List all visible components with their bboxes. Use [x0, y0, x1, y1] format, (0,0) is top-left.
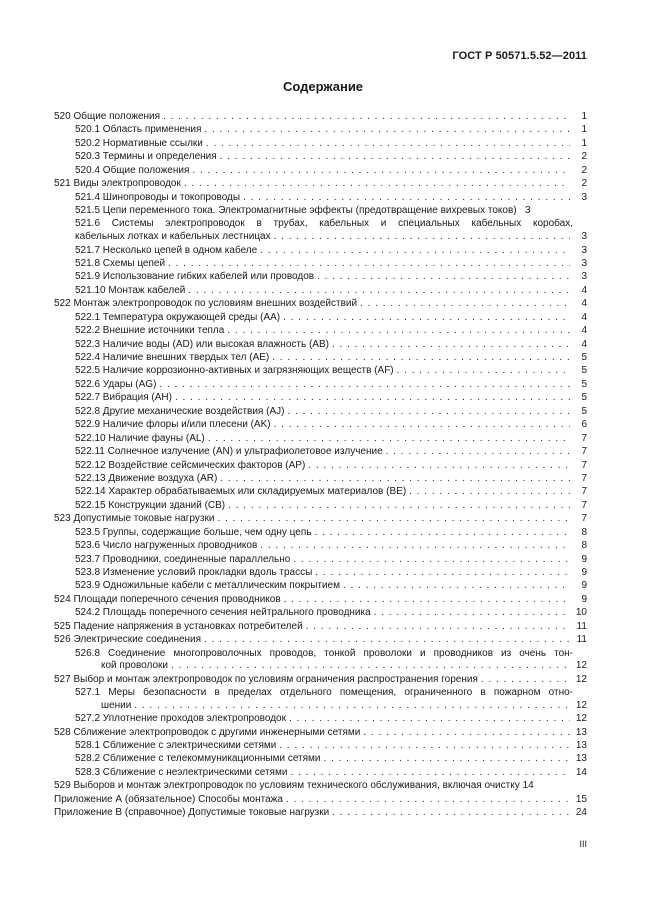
- toc-entry[interactable]: [54, 526, 587, 539]
- toc-entry-page: 6: [581, 419, 587, 431]
- toc-entry[interactable]: [54, 445, 587, 458]
- toc-entry-title: 522.6 Удары (AG): [75, 378, 157, 390]
- toc-entry[interactable]: [54, 512, 587, 525]
- toc-entry-title: 522.15 Конструкции зданий (CB): [75, 499, 226, 511]
- toc-entry[interactable]: [54, 579, 587, 592]
- dot-leader: [363, 726, 570, 739]
- toc-entry-title: 520.4 Общие положения: [75, 164, 190, 176]
- toc-entry-title: кабельных лотках и кабельных лестницах: [75, 230, 271, 242]
- toc-entry-title: 523 Допустимые токовые нагрузки: [54, 513, 215, 525]
- toc-entry[interactable]: [54, 231, 587, 244]
- dot-leader: [192, 164, 570, 177]
- dot-leader: [374, 606, 570, 619]
- toc-entry[interactable]: [54, 137, 587, 150]
- toc-entry-page: 14: [522, 780, 534, 792]
- dot-leader: [274, 231, 570, 244]
- toc-entry-title: 521.4 Шинопроводы и токопроводы: [75, 191, 241, 203]
- toc-entry[interactable]: [54, 620, 587, 633]
- dot-leader: [168, 257, 570, 270]
- toc-entry-title: 520.3 Термины и определения: [75, 151, 217, 163]
- dot-leader: [134, 700, 570, 713]
- toc-entry-page: 5: [581, 405, 587, 417]
- toc-entry-page: 7: [581, 459, 587, 471]
- toc-entry-title: 522.12 Воздействие сейсмических факторов (AP): [75, 459, 306, 471]
- toc-entry-page: 13: [575, 726, 587, 738]
- toc-entry[interactable]: [54, 311, 587, 324]
- toc-entry-page: 13: [575, 740, 587, 752]
- dot-leader: [290, 766, 570, 779]
- dot-leader: [175, 391, 570, 404]
- toc-entry[interactable]: [54, 324, 587, 337]
- toc-entry-title: 526.8 Соединение многопроволочных проводов, тонкой проволоки и проводников из очень тон-: [75, 647, 573, 659]
- toc-entry[interactable]: [54, 270, 587, 283]
- toc-entry-page: 7: [581, 486, 587, 498]
- dot-leader: [260, 539, 570, 552]
- toc-entry-page: 7: [581, 499, 587, 511]
- toc-entry[interactable]: [54, 779, 587, 792]
- toc-entry[interactable]: [54, 633, 587, 646]
- dot-leader: [481, 673, 570, 686]
- toc-entry-title: 522.1 Температура окружающей среды (AA): [75, 311, 281, 323]
- dot-leader: [315, 566, 570, 579]
- table-of-contents: [54, 110, 587, 820]
- toc-entry-title: 528 Сближение электропроводок с другими инженерными сетями: [54, 726, 361, 738]
- toc-entry[interactable]: [54, 726, 587, 739]
- toc-entry[interactable]: [54, 566, 587, 579]
- toc-entry[interactable]: [54, 806, 587, 819]
- page-title: Содержание: [282, 79, 364, 94]
- toc-entry-title: 528.2 Сближение с телекоммуникационными сетями: [75, 753, 321, 765]
- toc-entry-title: 521.9 Использование гибких кабелей или проводов: [75, 271, 315, 283]
- dot-leader: [217, 512, 570, 525]
- toc-entry-page: 2: [581, 151, 587, 163]
- toc-entry-page: 11: [576, 620, 587, 632]
- toc-entry[interactable]: [54, 218, 587, 231]
- dot-leader: [289, 712, 570, 725]
- page-number: III: [579, 839, 587, 849]
- toc-entry-page: 2: [581, 178, 587, 190]
- toc-entry[interactable]: [54, 284, 587, 297]
- toc-entry[interactable]: [54, 338, 587, 351]
- dot-leader: [220, 150, 570, 163]
- toc-entry-page: 5: [581, 365, 587, 377]
- dot-leader: [163, 110, 570, 123]
- dot-leader: [204, 633, 570, 646]
- toc-entry-page: 13: [575, 753, 587, 765]
- toc-entry-page: 9: [581, 567, 587, 579]
- toc-entry[interactable]: [54, 485, 587, 498]
- toc-entry-title: 523.9 Одножильные кабели с металлическим покрытием: [75, 580, 340, 592]
- toc-entry[interactable]: [54, 378, 587, 391]
- toc-entry-title: 522 Монтаж электропроводок по условиям внешних воздействий: [54, 298, 358, 310]
- toc-entry-title: 522.2 Внешние источники тепла: [75, 325, 225, 337]
- toc-entry-page: 7: [581, 513, 587, 525]
- toc-entry[interactable]: [54, 391, 587, 404]
- toc-entry[interactable]: [54, 606, 587, 619]
- dot-leader: [286, 793, 570, 806]
- toc-entry[interactable]: [54, 700, 587, 713]
- toc-entry-title: 523.8 Изменение условий прокладки вдоль трассы: [75, 567, 313, 579]
- dot-leader: [220, 472, 570, 485]
- toc-entry-title: Приложение В (справочное) Допустимые токовые нагрузки: [54, 807, 330, 819]
- toc-entry[interactable]: [54, 539, 587, 552]
- toc-entry[interactable]: [54, 739, 587, 752]
- toc-entry-page: 1: [581, 110, 587, 122]
- toc-entry-title: 524 Площади поперечного сечения проводников: [54, 593, 281, 605]
- toc-entry-page: 4: [581, 325, 587, 337]
- toc-entry-page: 5: [581, 352, 587, 364]
- toc-entry-title: 521.10 Монтаж кабелей: [75, 284, 186, 296]
- dot-leader: [332, 338, 570, 351]
- dot-leader: [409, 485, 570, 498]
- toc-entry[interactable]: [54, 110, 587, 123]
- dot-leader: [272, 351, 570, 364]
- dot-leader: [314, 526, 570, 539]
- toc-entry[interactable]: [54, 418, 587, 431]
- toc-entry-page: 3: [581, 244, 587, 256]
- dot-leader: [260, 244, 570, 257]
- toc-entry[interactable]: [54, 164, 587, 177]
- toc-entry[interactable]: [54, 364, 587, 377]
- toc-entry-page: 11: [576, 634, 587, 646]
- toc-entry-page: 3: [581, 191, 587, 203]
- toc-entry-page: 7: [581, 472, 587, 484]
- toc-entry-title: 526 Электрические соединения: [54, 634, 202, 646]
- toc-entry[interactable]: [54, 150, 587, 163]
- toc-entry-title: кой проволоки: [101, 660, 168, 672]
- dot-leader: [397, 364, 570, 377]
- toc-entry-page: 24: [575, 807, 587, 819]
- toc-entry[interactable]: [54, 244, 587, 257]
- toc-entry-title: 522.9 Наличие флоры и/или плесени (AK): [75, 419, 271, 431]
- toc-entry[interactable]: [54, 766, 587, 779]
- toc-entry[interactable]: [54, 123, 587, 136]
- toc-entry-title: 522.13 Движение воздуха (AR): [75, 472, 218, 484]
- toc-entry-page: 1: [581, 124, 587, 136]
- toc-entry-title: 521.8 Схемы цепей: [75, 257, 166, 269]
- dot-leader: [204, 123, 570, 136]
- dot-leader: [287, 405, 570, 418]
- toc-entry-title: 522.10 Наличие фауны (AL): [75, 432, 205, 444]
- toc-entry-title: 529 Выборов и монтаж электропроводок по условиям технического обслуживания, включая очистку: [54, 780, 520, 792]
- toc-entry-page: 10: [575, 607, 587, 619]
- toc-entry-title: 522.3 Наличие воды (AD) или высокая влажность (AB): [75, 338, 329, 350]
- toc-entry[interactable]: [54, 673, 587, 686]
- dot-leader: [332, 806, 570, 819]
- toc-entry-page: 4: [581, 298, 587, 310]
- dot-leader: [279, 739, 570, 752]
- toc-entry-title: 520 Общие положения: [54, 110, 161, 122]
- dot-leader: [324, 752, 570, 765]
- toc-entry-page: 14: [575, 766, 587, 778]
- dot-leader: [208, 432, 570, 445]
- toc-entry[interactable]: [54, 432, 587, 445]
- toc-entry-title: 521.7 Несколько цепей в одном кабеле: [75, 244, 258, 256]
- toc-entry[interactable]: [54, 257, 587, 270]
- toc-entry-page: 8: [581, 540, 587, 552]
- toc-entry-page: 1: [581, 137, 587, 149]
- toc-entry[interactable]: [54, 593, 587, 606]
- toc-entry-page: 4: [581, 338, 587, 350]
- toc-entry-title: 528.1 Сближение с электрическими сетями: [75, 740, 277, 752]
- toc-entry-page: 15: [575, 793, 587, 805]
- dot-leader: [243, 191, 570, 204]
- toc-entry[interactable]: [54, 553, 587, 566]
- toc-entry-title: 521.5 Цепи переменного тока. Электромагнитные эффекты (предотвращение вихревых токов): [75, 205, 517, 217]
- toc-entry-page: 9: [581, 580, 587, 592]
- toc-entry[interactable]: [54, 660, 587, 673]
- document-id: ГОСТ Р 50571.5.52—2011: [452, 50, 587, 62]
- toc-entry-title: 527.1 Меры безопасности в пределах отдельного помещения, ограниченного в пожарном отно-: [75, 687, 573, 699]
- toc-entry-title: 522.8 Другие механические воздействия (AJ): [75, 405, 285, 417]
- toc-entry-page: 3: [581, 257, 587, 269]
- toc-entry-page: 8: [581, 526, 587, 538]
- toc-entry-page: 7: [581, 446, 587, 458]
- toc-entry-page: 4: [581, 284, 587, 296]
- toc-entry-title: 521 Виды электропроводок: [54, 178, 181, 190]
- toc-entry-title: 521.6 Системы электропроводок в трубах, кабельных и специальных кабельных коробах,: [75, 218, 573, 230]
- toc-entry[interactable]: [54, 177, 587, 190]
- toc-entry[interactable]: [54, 405, 587, 418]
- toc-entry-page: 5: [581, 392, 587, 404]
- toc-entry-page: 3: [581, 271, 587, 283]
- dot-leader: [283, 311, 570, 324]
- dot-leader: [343, 579, 570, 592]
- toc-entry-title: 525 Падение напряжения в установках потребителей: [54, 620, 303, 632]
- dot-leader: [228, 499, 570, 512]
- toc-entry-title: 527.2 Уплотнение проходов электропроводок: [75, 713, 286, 725]
- dot-leader: [188, 284, 570, 297]
- dot-leader: [360, 297, 570, 310]
- toc-entry-title: 523.7 Проводники, соединенные параллельно: [75, 553, 291, 565]
- toc-entry-title: 524.2 Площадь поперечного сечения нейтрального проводника: [75, 607, 371, 619]
- toc-entry[interactable]: [54, 191, 587, 204]
- toc-entry-page: 3: [525, 205, 531, 217]
- toc-entry-title: 527 Выбор и монтаж электропроводок по условиям ограничения распространения горения: [54, 673, 478, 685]
- dot-leader: [171, 660, 570, 673]
- dot-leader: [184, 177, 570, 190]
- toc-entry-title: 520.2 Нормативные ссылки: [75, 137, 203, 149]
- toc-entry-page: 12: [575, 660, 587, 672]
- toc-entry-page: 2: [581, 164, 587, 176]
- dot-leader: [306, 620, 570, 633]
- dot-leader: [308, 459, 570, 472]
- dot-leader: [206, 137, 570, 150]
- toc-entry-page: 3: [581, 230, 587, 242]
- toc-entry[interactable]: [54, 499, 587, 512]
- toc-entry-title: 520.1 Область применения: [75, 124, 202, 136]
- dot-leader: [274, 418, 570, 431]
- dot-leader: [159, 378, 570, 391]
- toc-entry-page: 4: [581, 311, 587, 323]
- toc-entry-page: 5: [581, 378, 587, 390]
- toc-entry[interactable]: [54, 459, 587, 472]
- toc-entry-title: 522.11 Солнечное излучение (AN) и ультрафиолетовое излучение: [75, 446, 383, 458]
- toc-entry[interactable]: [54, 712, 587, 725]
- dot-leader: [386, 445, 570, 458]
- dot-leader: [284, 593, 570, 606]
- dot-leader: [293, 553, 570, 566]
- toc-entry[interactable]: [54, 647, 587, 660]
- toc-entry-title: шении: [101, 699, 132, 711]
- toc-entry-title: 522.14 Характер обрабатываемых или складируемых материалов (BE): [75, 486, 407, 498]
- toc-entry-page: 12: [575, 713, 587, 725]
- dot-leader: [227, 324, 570, 337]
- toc-entry[interactable]: [54, 204, 587, 217]
- toc-entry-page: 12: [575, 673, 587, 685]
- toc-entry-title: 528.3 Сближение с неэлектрическими сетями: [75, 766, 288, 778]
- toc-entry[interactable]: [54, 351, 587, 364]
- toc-entry-title: 522.7 Вибрация (AH): [75, 392, 172, 404]
- toc-entry-title: 522.4 Наличие внешних твердых тел (AE): [75, 352, 270, 364]
- toc-entry[interactable]: [54, 752, 587, 765]
- toc-entry[interactable]: [54, 472, 587, 485]
- toc-entry[interactable]: [54, 297, 587, 310]
- toc-entry-title: Приложение А (обязательное) Способы монтажа: [54, 793, 283, 805]
- toc-entry-page: 9: [581, 553, 587, 565]
- dot-leader: [317, 270, 570, 283]
- toc-entry-title: 523.5 Группы, содержащие больше, чем одну цепь: [75, 526, 312, 538]
- toc-entry-page: 9: [581, 593, 587, 605]
- toc-entry-page: 12: [575, 699, 587, 711]
- toc-entry[interactable]: [54, 793, 587, 806]
- toc-entry-title: 522.5 Наличие коррозионно-активных и загрязняющих веществ (AF): [75, 365, 394, 377]
- toc-entry-page: 7: [581, 432, 587, 444]
- toc-entry[interactable]: [54, 686, 587, 699]
- toc-entry-title: 523.6 Число нагруженных проводников: [75, 540, 258, 552]
